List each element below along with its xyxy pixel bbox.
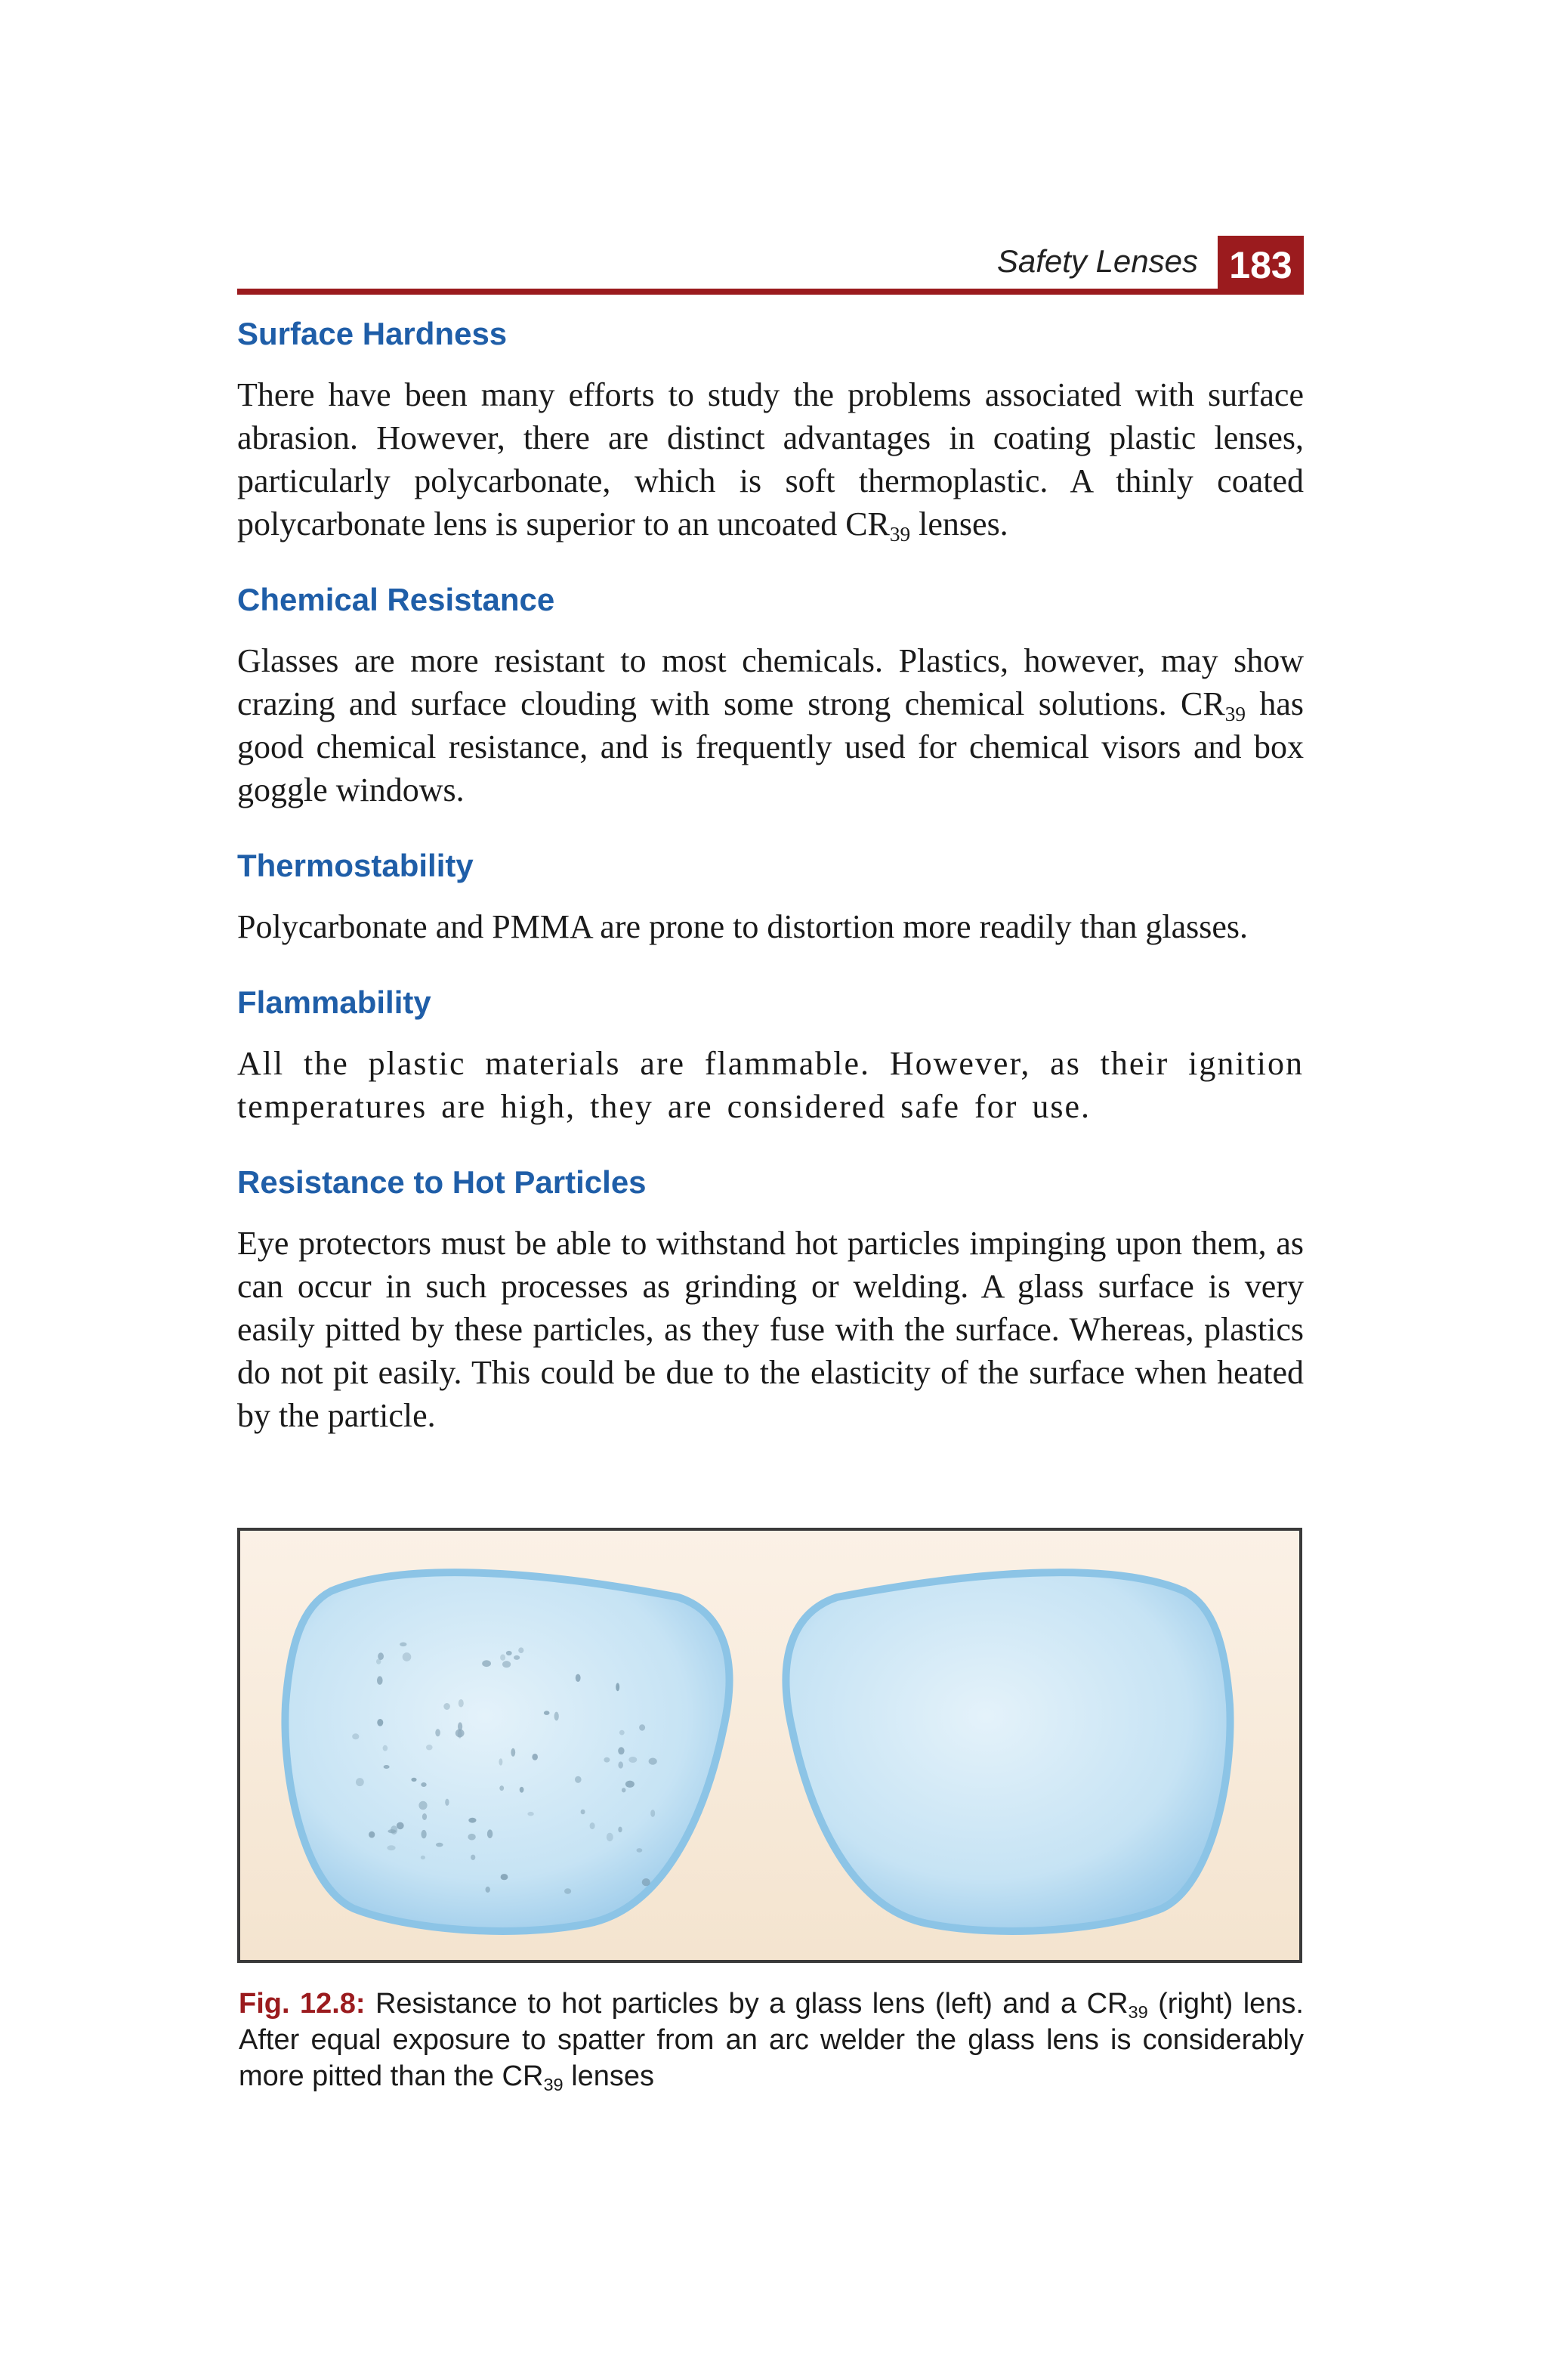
pit-mark xyxy=(616,1683,619,1691)
pit-mark xyxy=(377,1719,383,1726)
heading-thermostability: Thermostability xyxy=(237,848,474,883)
pit-mark xyxy=(590,1822,595,1829)
pit-mark xyxy=(642,1878,650,1886)
pit-mark xyxy=(352,1733,359,1739)
pit-mark xyxy=(607,1833,613,1841)
pit-mark xyxy=(604,1757,610,1763)
pit-mark xyxy=(369,1831,375,1838)
header-rule xyxy=(237,289,1304,295)
pit-mark xyxy=(532,1754,538,1760)
pit-mark xyxy=(487,1829,493,1838)
pit-mark xyxy=(618,1747,624,1754)
pit-mark xyxy=(422,1813,427,1820)
pit-mark xyxy=(435,1729,440,1736)
pit-mark xyxy=(499,1785,504,1791)
main-content xyxy=(237,311,1304,1469)
heading-hot-particles: Resistance to Hot Particles xyxy=(237,1164,647,1200)
pit-mark xyxy=(468,1818,476,1823)
pit-mark xyxy=(471,1855,475,1860)
pit-mark xyxy=(482,1660,491,1667)
pit-mark xyxy=(468,1834,475,1841)
pit-mark xyxy=(554,1712,559,1721)
pit-mark xyxy=(501,1874,508,1880)
pit-mark xyxy=(356,1778,364,1786)
pit-mark xyxy=(436,1843,443,1847)
pit-mark xyxy=(418,1801,427,1810)
pit-mark xyxy=(506,1651,512,1655)
pit-mark xyxy=(511,1748,515,1757)
pit-mark xyxy=(527,1812,533,1816)
heading-flammability: Flammability xyxy=(237,984,431,1020)
pit-mark xyxy=(502,1661,511,1668)
pit-mark xyxy=(376,1659,381,1664)
pit-mark xyxy=(455,1729,465,1738)
pit-mark xyxy=(576,1674,581,1682)
pit-mark xyxy=(544,1711,550,1715)
running-title: Safety Lenses xyxy=(996,243,1198,279)
pit-mark xyxy=(628,1757,637,1763)
pit-mark xyxy=(377,1676,383,1684)
pit-mark xyxy=(649,1758,657,1765)
paragraph-flammability: All the plastic materials are flammable. However, as their ignition temperatures are high, they are considered safe for use. xyxy=(237,1045,1304,1125)
pit-mark xyxy=(421,1856,425,1859)
pit-mark xyxy=(426,1745,433,1750)
paragraph-chemical-resistance: Glasses are more resistant to most chemicals. Plastics, however, may show crazing and surface clouding with some strong chemical solutions. $CR_{39}$ has good chemical resistance, and is frequently used for chemical visors and box goggle windows. xyxy=(237,642,1304,808)
lens-figure xyxy=(237,1528,1302,1963)
pit-mark xyxy=(486,1887,490,1893)
pit-mark xyxy=(575,1776,582,1783)
pit-mark xyxy=(618,1761,623,1768)
pit-mark xyxy=(637,1848,643,1853)
heading-chemical-resistance: Chemical Resistance xyxy=(237,582,555,617)
pit-mark xyxy=(383,1745,388,1751)
lens-illustration xyxy=(240,1531,1299,1960)
pit-mark xyxy=(625,1781,635,1788)
pit-mark xyxy=(443,1703,450,1710)
pit-mark xyxy=(564,1888,571,1893)
pit-mark xyxy=(518,1647,523,1653)
pit-mark xyxy=(397,1822,404,1830)
pit-mark xyxy=(421,1830,427,1838)
pit-mark xyxy=(387,1845,395,1850)
page-number: 183 xyxy=(1218,236,1304,295)
pit-mark xyxy=(499,1758,502,1765)
pit-mark xyxy=(622,1788,626,1792)
pit-mark xyxy=(618,1827,622,1833)
pit-mark xyxy=(400,1643,406,1647)
paragraph-hot-particles: Eye protectors must be able to withstand hot particles impinging upon them, as can occur in such processes as grinding or welding. A glass surface is very easily pitted by these particles, as they fuse with the surface. Whereas, plastics do not pit easily. This could be due to the elasticity of the surface when heated by the particle. xyxy=(237,1225,1304,1434)
cr39-lens xyxy=(786,1572,1230,1931)
pit-mark xyxy=(581,1810,585,1815)
pit-mark xyxy=(384,1765,390,1769)
heading-surface-hardness: Surface Hardness xyxy=(237,316,508,351)
pit-mark xyxy=(391,1825,397,1834)
pit-mark xyxy=(411,1778,416,1782)
figure-label: Fig. 12.8: xyxy=(239,1988,366,2020)
pit-mark xyxy=(421,1782,426,1787)
pit-mark xyxy=(520,1787,524,1793)
paragraph-surface-hardness: There have been many efforts to study the problems associated with surface abrasion. However, there are distinct advantages in coating plastic lenses, particularly polycarbonate, which is soft thermoplastic. A thinly coated polycarbonate lens is superior to an uncoated $CR_{39}$ lenses. xyxy=(237,376,1304,546)
pit-mark xyxy=(500,1655,505,1661)
pit-mark xyxy=(403,1652,412,1661)
pit-mark xyxy=(639,1724,645,1730)
pit-mark xyxy=(445,1799,449,1806)
figure-caption: Fig. 12.8: Resistance to hot particles by a glass lens (left) and a $CR_{39}$ (right) lens. After equal exposure to spatter from an arc welder the glass lens is considerably more pitted than the $CR_{39}$ lenses xyxy=(239,1988,1304,2095)
pit-mark xyxy=(459,1699,464,1708)
pit-mark xyxy=(619,1730,625,1736)
paragraph-thermostability: Polycarbonate and PMMA are prone to distortion more readily than glasses. xyxy=(237,908,1249,945)
pit-mark xyxy=(650,1810,655,1817)
running-header xyxy=(237,236,1304,295)
pit-mark xyxy=(514,1655,520,1660)
